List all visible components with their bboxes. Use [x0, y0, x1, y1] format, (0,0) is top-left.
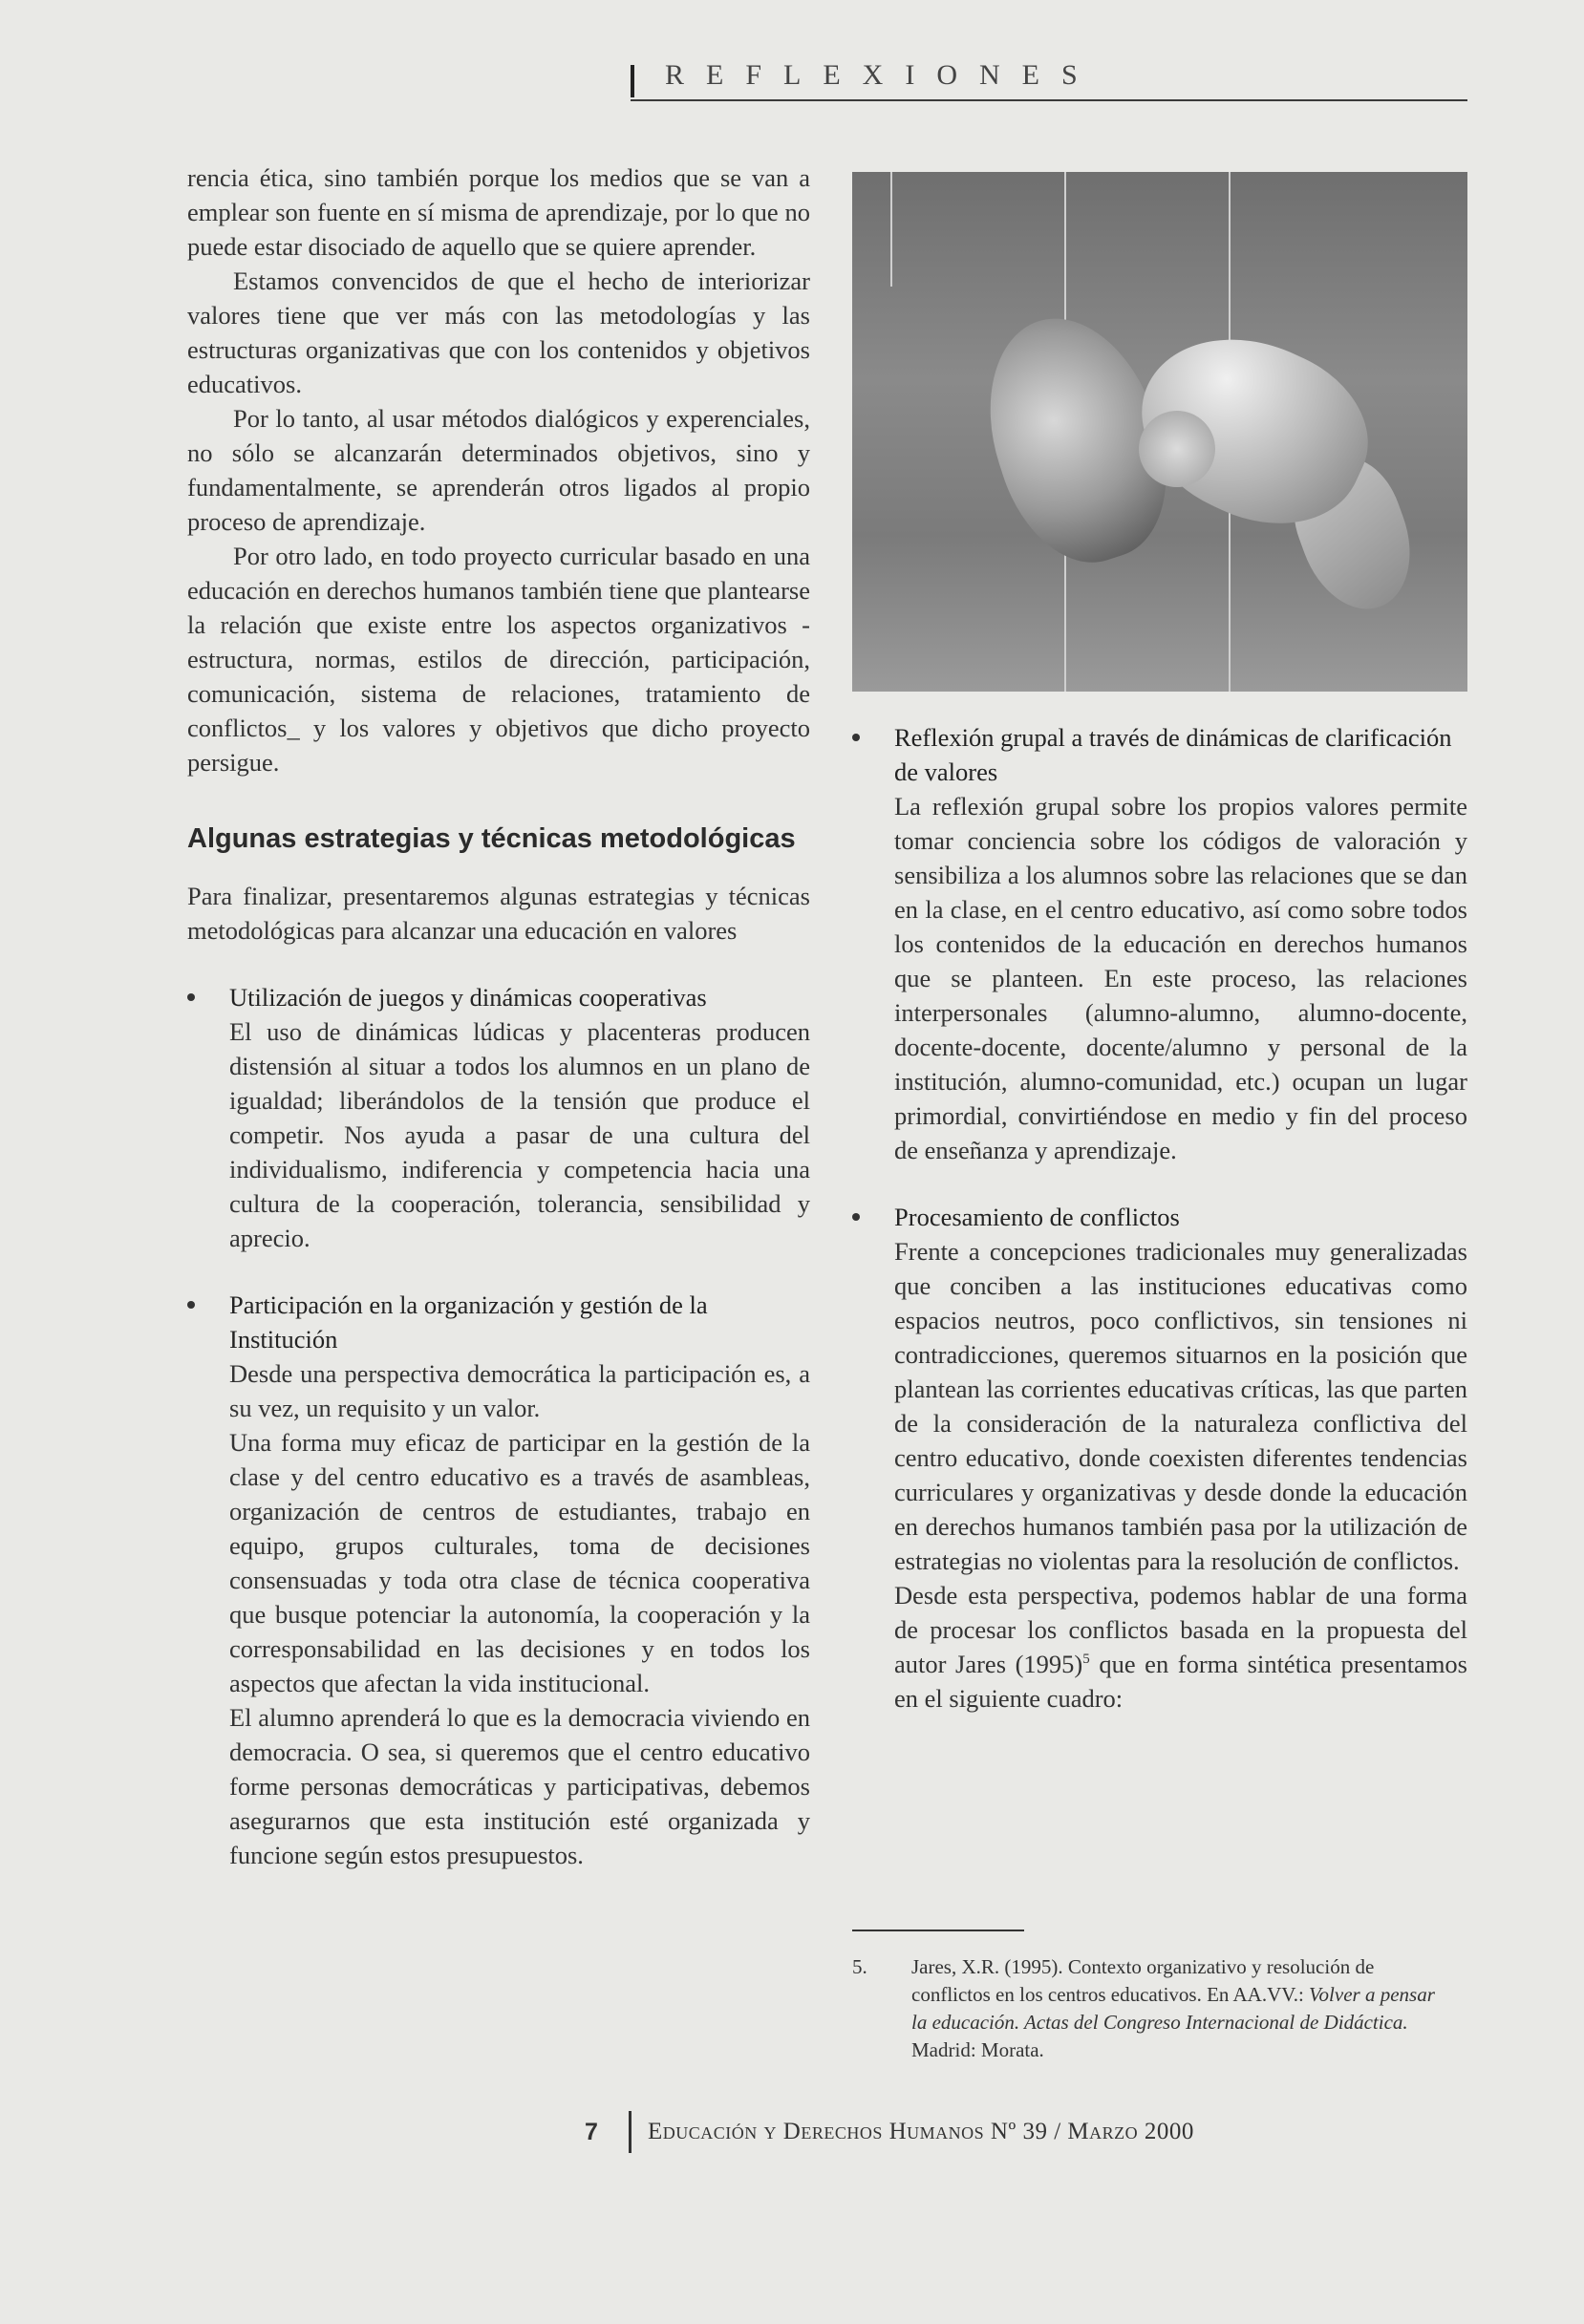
- bullet-icon: [852, 1213, 860, 1221]
- footnote-text-end: Madrid: Morata.: [911, 2038, 1044, 2061]
- bullet-item-reflexion: [852, 720, 1467, 1167]
- paragraph: Por lo tanto, al usar métodos dialógicos y experenciales, no sólo se alcanzarán determinados objetivos, sino y fundamentalmente, se aprenderán otros ligados al propio proceso de aprendizaje.: [187, 404, 810, 536]
- running-header: [631, 59, 1467, 101]
- footnote-number: 5.: [852, 1955, 867, 1978]
- left-column: [187, 160, 810, 1872]
- footer-divider: [629, 2111, 631, 2153]
- footnote: [852, 1953, 1454, 2064]
- right-column: [852, 172, 1467, 1716]
- bullet-item-juegos: [187, 980, 810, 1255]
- bullet-body: Frente a concepciones tradicionales muy generalizadas que conciben a las instituciones educativas como espacios neutros, poco conflictivos, sin tensiones ni contradicciones, queremos situarnos en la posición que plantean las corrientes educativas críticas, las que parten de la consideración de la naturaleza conflictiva del centro educativo, donde coexisten diferentes tendencias curriculares y organizativas y desde donde la educación en derechos humanos también pasa por la utilización de estrategias no violentas para la resolución de conflictos.: [894, 1237, 1467, 1575]
- bullet-title: Procesamiento de conflictos: [894, 1203, 1180, 1231]
- paragraph: Estamos convencidos de que el hecho de interiorizar valores tiene que ver más con las metodologías y las estructuras organizativas que con los contenidos y objetivos educativos.: [187, 267, 810, 398]
- photo-bird-ornament: [852, 172, 1467, 692]
- footnote-text: Jares, X.R. (1995). Contexto organizativo y resolución de conflictos en los centros educativos. En AA.VV.:: [911, 1955, 1375, 2006]
- running-title: REFLEXIONES: [665, 59, 1100, 91]
- flower-ornament: [1139, 411, 1215, 487]
- bullet-title: Reflexión grupal a través de dinámicas de clarificación de valores: [894, 723, 1452, 786]
- bullet-body: El uso de dinámicas lúdicas y placenteras producen distensión al situar a todos los alumnos en un plano de igualdad; liberándolos de la tensión que produce el competir. Nos ayuda a pasar de una cultura del individualismo, indiferencia y competencia hacia una cultura de la cooperación, tolerancia, sensibilidad y aprecio.: [229, 1017, 810, 1252]
- bullet-title: Participación en la organización y gestión de la Institución: [229, 1290, 708, 1354]
- section-intro: Para finalizar, presentaremos algunas estrategias y técnicas metodológicas para alcanzar una educación en valores: [187, 882, 810, 945]
- hanging-string: [890, 172, 892, 287]
- bullet-body: El alumno aprenderá lo que es la democracia viviendo en democracia. O sea, si queremos que el centro educativo forme personas democráticas y participativas, debemos asegurarnos que esta institución esté organizada y funcione según estos presupuestos.: [229, 1703, 810, 1869]
- bullet-body: Una forma muy eficaz de participar en la gestión de la clase y del centro educativo es a través de asambleas, organización de centros de estudiantes, trabajo en equipo, grupos culturales, toma de decisiones consensuadas y toda otra clase de técnica cooperativa que busque potenciar la autonomía, la cooperación y la corresponsabilidad en las decisiones y en todos los aspectos que afectan la vida institucional.: [229, 1428, 810, 1697]
- footnote-italic: Volver a pensar la educación. Actas del Congreso Internacional de Didáctica.: [911, 1983, 1435, 2034]
- citation-text: Desde esta perspectiva, podemos hablar de una forma de procesar los conflictos basada en la propuesta del autor Jares (1995): [894, 1581, 1467, 1678]
- paragraph: rencia ética, sino también porque los medios que se van a emplear son fuente en sí misma de aprendizaje, por lo que no puede estar disociado de aquello que se quiere aprender.: [187, 163, 810, 261]
- footnote-rule: [852, 1930, 1024, 1931]
- bullet-item-participacion: [187, 1288, 810, 1872]
- citation-text-cont: que en forma sintética presentamos en el siguiente cuadro:: [894, 1650, 1467, 1713]
- publication-title: Educación y Derechos Humanos Nº 39 / Marzo 2000: [648, 2119, 1194, 2144]
- section-heading: Algunas estrategias y técnicas metodológicas: [187, 823, 796, 854]
- paragraph: Por otro lado, en todo proyecto curricular basado en una educación en derechos humanos también tiene que plantearse la relación que existe entre los aspectos organizativos -estructura, normas, estilos de dirección, participación, comunicación, sistema de relaciones, tratamiento de conflictos_ y los valores y objetivos que dicho proyecto persigue.: [187, 542, 810, 777]
- bullet-icon: [187, 993, 195, 1001]
- bullet-body: Desde una perspectiva democrática la participación es, a su vez, un requisito y un valor.: [229, 1359, 810, 1422]
- bullet-item-conflictos: [852, 1200, 1467, 1716]
- footnote-marker: 5: [1082, 1652, 1090, 1668]
- bullet-icon: [187, 1301, 195, 1309]
- bullet-body-with-citation: [894, 1578, 1467, 1716]
- header-rule-mark: [631, 65, 634, 97]
- page-number: 7: [585, 2119, 598, 2145]
- bullet-body: La reflexión grupal sobre los propios valores permite tomar conciencia sobre los códigos de valoración y sensibiliza a los alumnos sobre las relaciones que se dan en la clase, en el centro educativo, así como sobre todos los contenidos de la educación en derechos humanos que se planteen. En este proceso, las relaciones interpersonales (alumno-alumno, alumno-docente, docente-docente, docente/alumno y personal de la institución, alumno-comunidad, etc.) ocupan un lugar primordial, convirtiéndose en medio y fin del proceso de enseñanza y aprendizaje.: [894, 792, 1467, 1164]
- bullet-title: Utilización de juegos y dinámicas cooperativas: [229, 983, 707, 1012]
- bullet-icon: [852, 734, 860, 741]
